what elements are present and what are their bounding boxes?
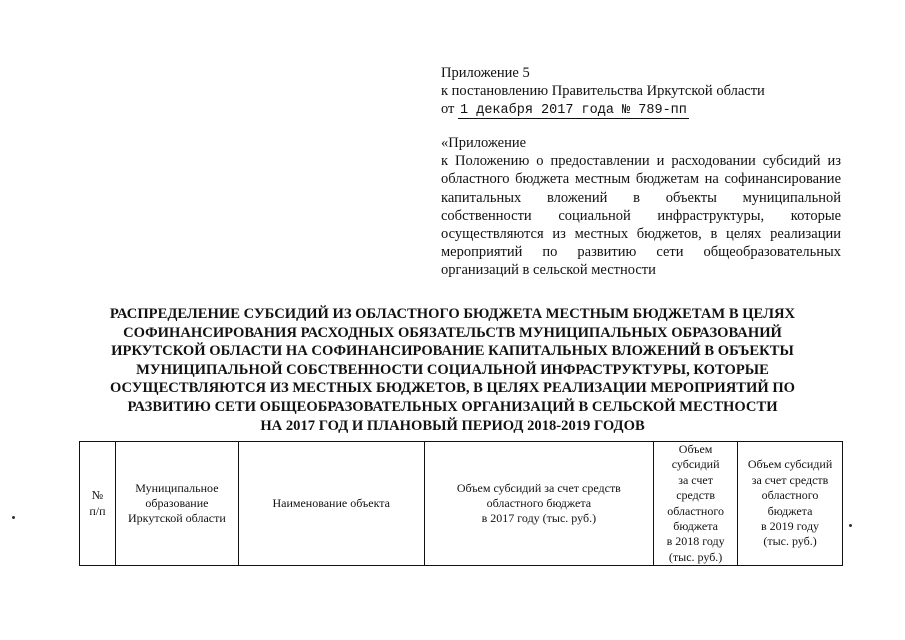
subsidy-table: [79, 441, 843, 566]
scan-speck: [849, 524, 852, 527]
document-title: [60, 305, 845, 435]
title-line: НА 2017 ГОД И ПЛАНОВЫЙ ПЕРИОД 2018-2019 ГОДОВ: [260, 417, 645, 434]
title-line: РАСПРЕДЕЛЕНИЕ СУБСИДИЙ ИЗ ОБЛАСТНОГО БЮДЖЕТА МЕСТНЫМ БЮДЖЕТАМ В ЦЕЛЯХ: [109, 306, 796, 322]
header-cell-object-name: Наименование объекта: [238, 442, 424, 566]
header-cell-municipality: Муниципальное образование Иркутской области: [115, 442, 238, 566]
appendix-block: [441, 64, 841, 120]
appendix-date-line: [441, 100, 841, 120]
scan-speck: [12, 516, 15, 519]
title-line: ИРКУТСКОЙ ОБЛАСТИ НА СОФИНАНСИРОВАНИЕ КАПИТАЛЬНЫХ ВЛОЖЕНИЙ В ОБЪЕКТЫ: [111, 343, 794, 360]
table-header-row: [80, 442, 843, 566]
title-line: СОФИНАНСИРОВАНИЯ РАСХОДНЫХ ОБЯЗАТЕЛЬСТВ МУНИЦИПАЛЬНЫХ ОБРАЗОВАНИЙ: [123, 324, 782, 341]
header-cell-subsidy-2018: Объем субсидий за счет средств областного бюджета в 2018 году (тыс. руб.): [654, 442, 738, 566]
appendix-date-number: 1 декабря 2017 года № 789-пп: [460, 103, 687, 118]
header-cell-subsidy-2017: Объем субсидий за счет средств областного бюджета в 2017 году (тыс. руб.): [424, 442, 654, 566]
appendix-date-prefix: от: [441, 101, 455, 117]
regulation-text: к Положению о предоставлении и расходовании субсидий из областного бюджета местным бюджетам на софинансирование капитальных вложений в объекты муниципальной собственности социальной инфраструктуры, которые осуществляются из местных бюджетов, в целях реализации мероприятий по развитию сети общеобразовательных организаций в сельской местности: [441, 153, 841, 279]
appendix-resolution: к постановлению Правительства Иркутской области: [441, 83, 765, 99]
header-cell-subsidy-2019: Объем субсидий за счет средств областного бюджета в 2019 году (тыс. руб.): [738, 442, 843, 566]
title-line: МУНИЦИПАЛЬНОЙ СОБСТВЕННОСТИ СОЦИАЛЬНОЙ ИНФРАСТРУКТУРЫ, КОТОРЫЕ: [136, 361, 769, 378]
title-line: РАЗВИТИЮ СЕТИ ОБЩЕОБРАЗОВАТЕЛЬНЫХ ОРГАНИЗАЦИЙ В СЕЛЬСКОЙ МЕСТНОСТИ: [127, 398, 778, 415]
regulation-block: [441, 134, 841, 280]
title-line: ОСУЩЕСТВЛЯЮТСЯ ИЗ МЕСТНЫХ БЮДЖЕТОВ, В ЦЕЛЯХ РЕАЛИЗАЦИИ МЕРОПРИЯТИЙ ПО: [109, 380, 796, 397]
regulation-heading: «Приложение: [441, 135, 527, 151]
appendix-number: Приложение 5: [441, 65, 530, 81]
header-cell-number: № п/п: [80, 442, 116, 566]
